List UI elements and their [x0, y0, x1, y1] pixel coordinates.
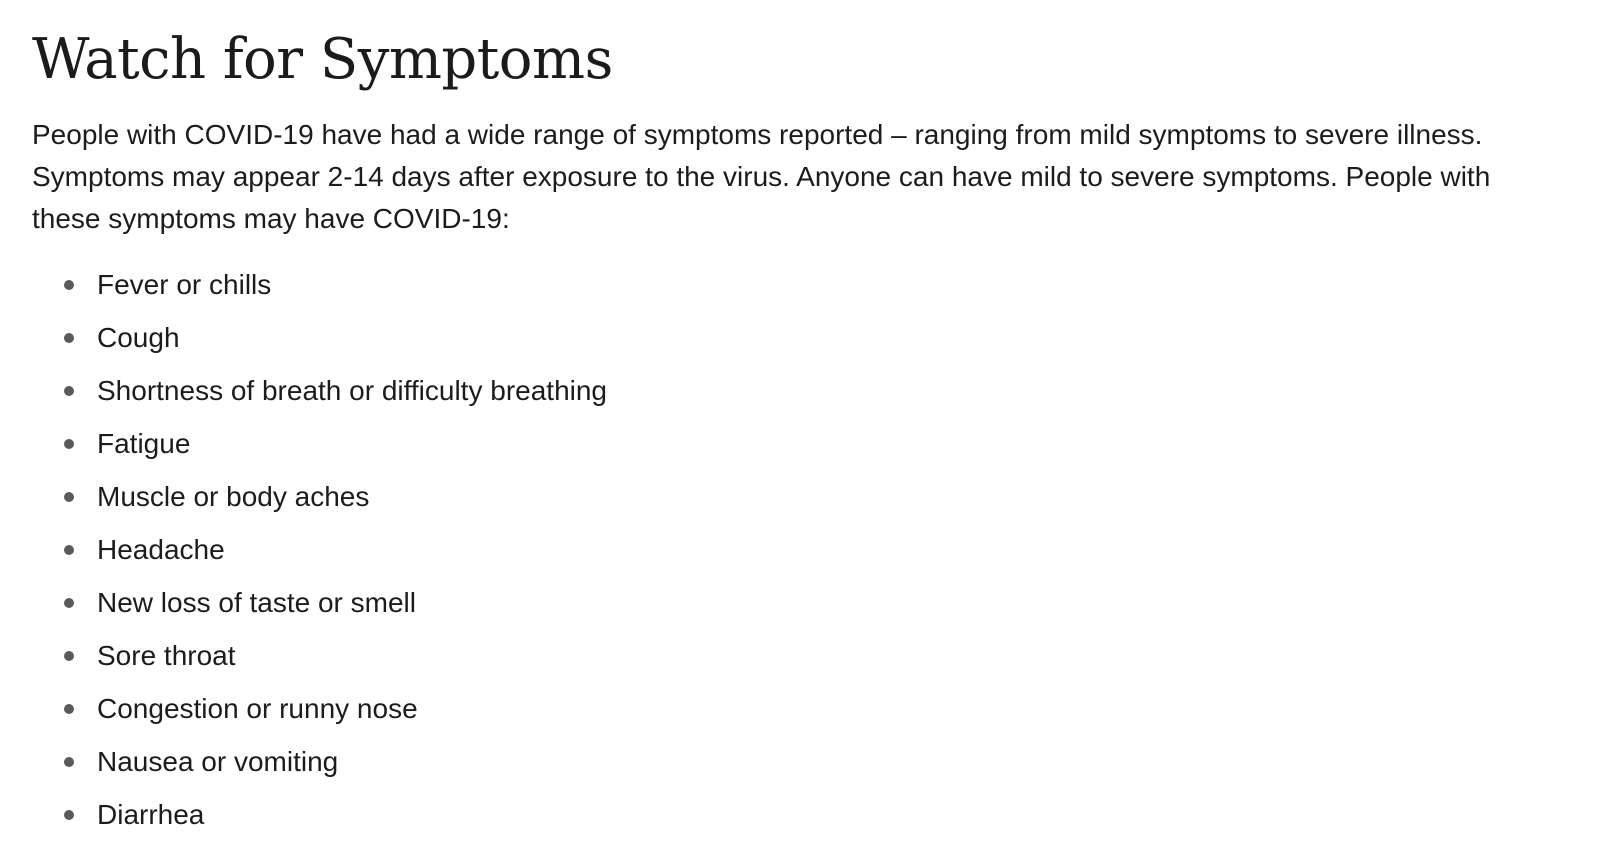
- bullet-icon: [64, 810, 74, 820]
- symptom-label: Sore throat: [97, 640, 236, 671]
- symptom-label: Nausea or vomiting: [97, 746, 339, 777]
- symptom-label: Cough: [97, 322, 180, 353]
- list-item: [64, 258, 1562, 311]
- main-content: [32, 22, 1562, 841]
- list-item: [64, 470, 1562, 523]
- bullet-icon: [64, 333, 74, 343]
- list-item: [64, 576, 1562, 629]
- symptom-list: [32, 258, 1562, 841]
- symptom-label: New loss of taste or smell: [97, 587, 416, 618]
- symptom-label: Fever or chills: [97, 269, 272, 300]
- bullet-icon: [64, 598, 74, 608]
- symptom-label: Headache: [97, 534, 225, 565]
- bullet-icon: [64, 757, 74, 767]
- list-item: [64, 417, 1562, 470]
- list-item: [64, 735, 1562, 788]
- list-item: [64, 311, 1562, 364]
- list-item: [64, 629, 1562, 682]
- symptom-label: Congestion or runny nose: [97, 693, 418, 724]
- symptom-label: Shortness of breath or difficulty breathing: [97, 375, 608, 406]
- symptom-label: Diarrhea: [97, 799, 205, 830]
- symptom-label: Fatigue: [97, 428, 191, 459]
- bullet-icon: [64, 439, 74, 449]
- list-item: [64, 364, 1562, 417]
- list-item: [64, 788, 1562, 841]
- bullet-icon: [64, 545, 74, 555]
- list-item: [64, 682, 1562, 735]
- bullet-icon: [64, 651, 74, 661]
- bullet-icon: [64, 492, 74, 502]
- page-title: Watch for Symptoms: [32, 27, 613, 92]
- bullet-icon: [64, 704, 74, 714]
- bullet-icon: [64, 386, 74, 396]
- intro-paragraph: People with COVID-19 have had a wide range of symptoms reported – ranging from mild symptoms to severe illness. Symptoms may appear 2-14 days after exposure to the virus. Anyone can have mild to severe symptoms. People with these symptoms may have COVID-19:: [32, 119, 1491, 234]
- list-item: [64, 523, 1562, 576]
- symptom-label: Muscle or body aches: [97, 481, 370, 512]
- bullet-icon: [64, 280, 74, 290]
